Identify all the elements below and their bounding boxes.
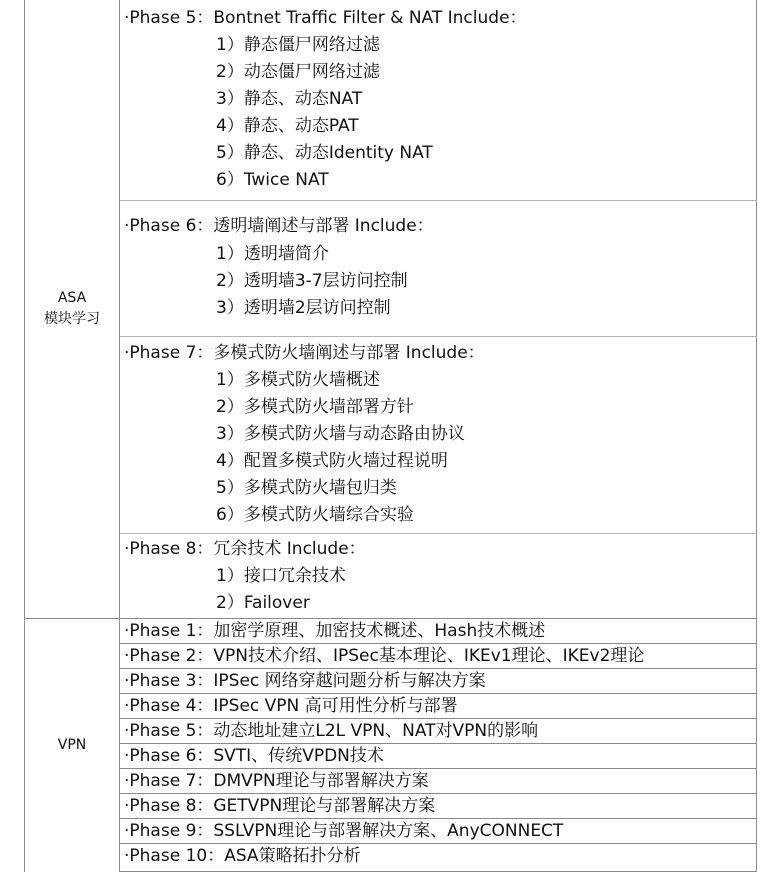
- category-cell-asa: [24, 0, 120, 619]
- asa-phase-7-cell: [120, 337, 757, 534]
- vpn-phase-text: ·Phase 9：SSLVPN理论与部署解决方案、AnyCONNECT: [124, 821, 564, 841]
- vpn-phase-row: [120, 744, 757, 769]
- vpn-phase-text: ·Phase 2：VPN技术介绍、IPSec基本理论、IKEv1理论、IKEv2理论: [124, 646, 645, 666]
- phase-title: ·Phase 8：冗余技术 Include：: [124, 539, 366, 559]
- vpn-phase-text: ·Phase 4：IPSec VPN 高可用性分析与部署: [124, 696, 458, 716]
- asa-phase-6-cell: [120, 201, 757, 337]
- category-label-asa-line2: 模块学习: [44, 311, 100, 327]
- vpn-phase-text: ·Phase 6：SVTI、传统VPDN技术: [124, 746, 384, 766]
- vpn-phase-row: [120, 619, 757, 644]
- phase-item: 4）静态、动态PAT: [216, 116, 359, 136]
- asa-phase-5-cell: [120, 0, 757, 201]
- phase-item: 1）静态僵尸网络过滤: [216, 35, 380, 55]
- phase-title: ·Phase 5：Bontnet Traffic Filter & NAT Include：: [124, 8, 527, 28]
- vpn-phase-text: ·Phase 5：动态地址建立L2L VPN、NAT对VPN的影响: [124, 721, 539, 741]
- phase-item: 1）接口冗余技术: [216, 566, 346, 586]
- curriculum-table: [24, 0, 757, 872]
- vpn-phase-text: ·Phase 3：IPSec 网络穿越问题分析与解决方案: [124, 671, 486, 691]
- phase-item: 6）Twice NAT: [216, 170, 329, 190]
- phase-item: 1）透明墙简介: [216, 244, 329, 264]
- phase-item: 2）透明墙3-7层访问控制: [216, 271, 408, 291]
- vpn-phase-text: ·Phase 10：ASA策略拓扑分析: [124, 846, 361, 866]
- vpn-phase-row: [120, 644, 757, 669]
- vpn-phase-row: [120, 769, 757, 794]
- phase-item: 3）多模式防火墙与动态路由协议: [216, 424, 465, 444]
- asa-phase-8-cell: [120, 534, 757, 619]
- phase-item: 1）多模式防火墙概述: [216, 370, 380, 390]
- phase-title: ·Phase 6：透明墙阐述与部署 Include：: [124, 216, 434, 236]
- phase-item: 5）静态、动态Identity NAT: [216, 143, 433, 163]
- phase-item: 5）多模式防火墙包归类: [216, 478, 397, 498]
- phase-item: 2）Failover: [216, 593, 310, 613]
- category-cell-vpn: [24, 619, 120, 872]
- vpn-phase-text: ·Phase 1：加密学原理、加密技术概述、Hash技术概述: [124, 621, 546, 641]
- vpn-phase-text: ·Phase 8：GETVPN理论与部署解决方案: [124, 796, 436, 816]
- category-label-vpn: VPN: [57, 737, 87, 753]
- phase-item: 6）多模式防火墙综合实验: [216, 505, 414, 525]
- vpn-phase-row: [120, 844, 757, 872]
- phase-item: 3）透明墙2层访问控制: [216, 298, 391, 318]
- vpn-phase-text: ·Phase 7：DMVPN理论与部署解决方案: [124, 771, 429, 791]
- phase-item: 2）动态僵尸网络过滤: [216, 62, 380, 82]
- vpn-phase-row: [120, 669, 757, 694]
- vpn-phase-row: [120, 694, 757, 719]
- phase-title: ·Phase 7：多模式防火墙阐述与部署 Include：: [124, 343, 485, 363]
- vpn-phase-row: [120, 819, 757, 844]
- category-label-asa-line1: ASA: [57, 290, 87, 306]
- vpn-phase-row: [120, 794, 757, 819]
- phase-item: 4）配置多模式防火墙过程说明: [216, 451, 448, 471]
- phase-item: 2）多模式防火墙部署方针: [216, 397, 414, 417]
- phase-item: 3）静态、动态NAT: [216, 89, 363, 109]
- vpn-phase-row: [120, 719, 757, 744]
